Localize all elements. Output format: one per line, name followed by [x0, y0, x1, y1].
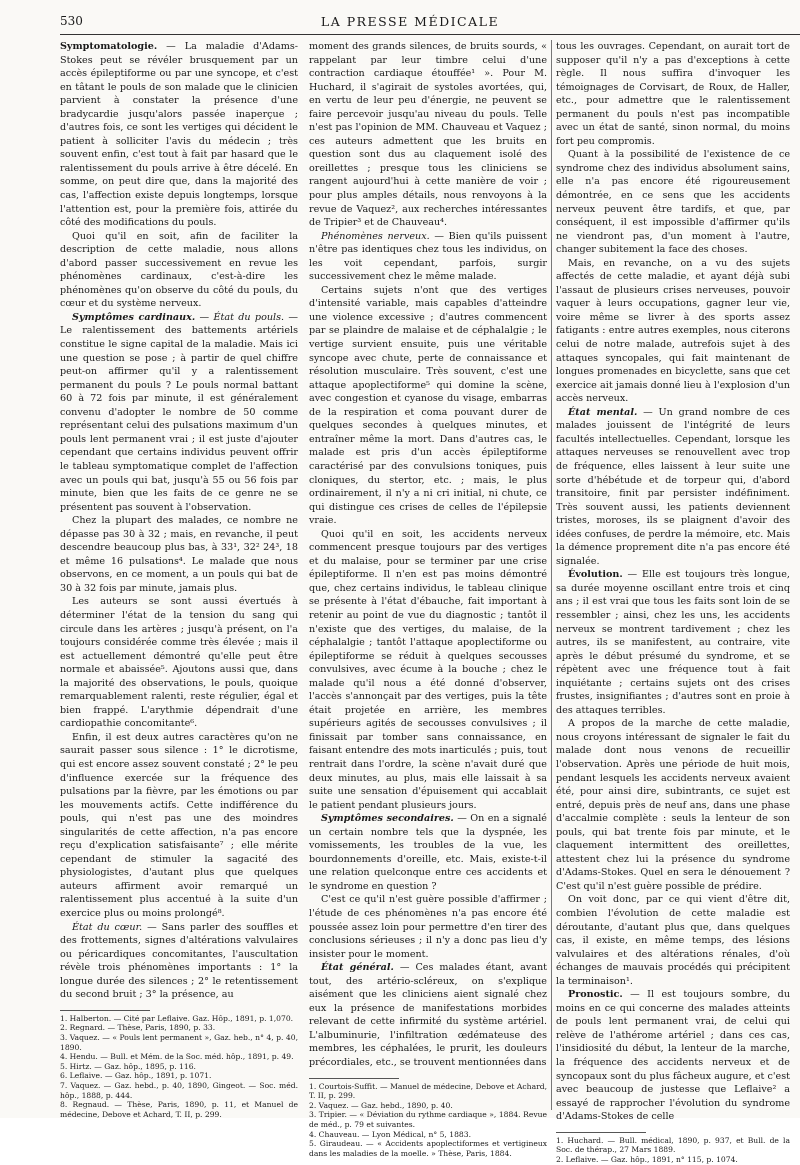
- paragraph: [60, 40, 298, 230]
- section-heading: Pronostic.: [568, 989, 623, 1001]
- paragraph: [556, 988, 790, 1123]
- footnote: 4. Hendu. — Bull. et Mém. de la Soc. méd. hôp., 1891, p. 49.: [60, 1052, 294, 1062]
- paragraph: Mais, en revanche, on a vu des sujets affectés de cette maladie, et ayant déjà subi l'assaut de plusieurs crises nerveuses, pouvoir vaquer à leurs occupations, gagner leur vie, voire même se livrer à des sports assez fatigants : entre autres exemples, nous citerons celui de notre malade, autrefois sujet à des attaques syncopales, qui fait maintenant de longues promenades en bicyclette, sans que cet exercice ait jamais donné lieu à l'explosion d'un accès nerveux.: [556, 257, 790, 405]
- paragraph-text: Le ralentissement des battements artériels constitue le signe capital de la maladie. Mais ici une question se pose ; à partir de quel chiffre peut-on affirmer qu'il y a ralentissement permanent du pouls ? Le pouls normal battant 60 à 72 fois par minute, il est généralement convenu d'adopter le nombre de 50 comme représentant celui des pulsations maximum d'un pouls lent permanent vrai ; il est juste d'ajouter cependant que certains individus peuvent offrir le tableau symptomatique complet de l'affection avec un pouls qui bat, jusqu'à 55 ou 56 fois par minute, bien que les faits de ce genre ne se présentent pas souvent à l'observation.: [60, 325, 298, 513]
- paragraph: Chez la plupart des malades, ce nombre ne dépasse pas 30 à 32 ; mais, en revanche, il peut descendre beaucoup plus bas, à 33¹, 32² 24³, 18 et même 16 pulsations⁴. Le malade que nous observons, en ce moment, a un pouls qui bat de 30 à 32 fois par minute, jamais plus.: [60, 515, 298, 594]
- paragraph: Quoi qu'il en soit, les accidents nerveux commencent presque toujours par des vertiges et du malaise, pour se terminer par une crise épileptiforme. Il n'en est pas moins démontré que, chez certains individus, le tableau clinique se présente à l'état d'ébauche, fait important à retenir au point de vue du diagnostic ; tantôt il n'existe que des vertiges, du malaise, de la céphalalgie ; tantôt l'attaque apoplectiforme ou épileptiforme se réduit à quelques secousses convulsives, avec écume à la bouche ; chez le malade qu'il nous a été donné d'observer, l'accès s'annonçait par des vertiges, puis la tête était projetée en arrière, les membres supérieurs agités de secousses convulsives ; il finissait par tomber sans connaissance, en faisant entendre des mots inarticulés ; puis, tout rentrait dans l'ordre, la scène n'avait duré que deux minutes, au plus, mais elle laissait à sa suite une sensation d'épuisement qui accablait le patient pendant plusieurs jours.: [309, 528, 547, 811]
- footnote: 2. Regnard. — Thèse, Paris, 1890, p. 33.: [60, 1023, 216, 1033]
- page-header: [60, 14, 760, 34]
- paragraph: Certains sujets n'ont que des vertiges d'intensité variable, mais capables d'atteindre une violence excessive ; d'autres commencent par se plaindre de malaise et de céphalalgie ; le vertige survient ensuite, puis une véritable syncope avec chute, perte de connaissance et résolution musculaire. Très souvent, c'est une attaque apoplectiforme⁵ qui domine la scène, avec congestion et cyanose du visage, embarras de la respiration et coma pouvant durer de quelques secondes à quelques minutes, et entraîner même la mort. Dans d'autres cas, le malade est pris d'un accès épileptiforme caractérisé par des convulsions toniques, puis cloniques, du stertor, etc. ; mais, le plus ordinairement, il n'y a ni cri initial, ni chute, ce qui distingue ces crises de celles de l'épilepsie vraie.: [309, 284, 547, 527]
- footnote: 2. Vaquez. — Gaz. hebd., 1890, p. 40.: [309, 1100, 453, 1110]
- paragraph: A propos de la marche de cette maladie, nous croyons intéressant de signaler le fait du malade dont nous venons de recueillir l'observation. Après une période de huit mois, pendant lesquels les accidents nerveux avaient été, pour ainsi dire, subintrants, ce sujet est entré, depuis près de neuf ans, dans une phase d'accalmie complète : seuls la lenteur de son pouls, qui bat trente fois par minute, et le claquement intermittent des oreillettes, attestent chez lui la présence du syndrome d'Adams-Stokes. Quel en sera le dénouement ? C'est qu'il n'est guère possible de prédire.: [556, 718, 790, 892]
- footnote-rule: [309, 1078, 399, 1079]
- paragraph-text: — On en a signalé un certain nombre tels que la dyspnée, les vomissements, les troubles de la vue, les bourdonnements d'oreille, etc. Mais, existe-t-il une relation quelconque entre ces accidents et le syndrome en question ?: [309, 813, 547, 892]
- paragraph-text: — Sans parler des souffles et des frottements, signes d'altérations valvulaires ou péricardiques concomitantes, l'auscultation révèle trois phénomènes importants : 1° la longue durée des silences ; 2° le retentissement du second bruit ; 3° la présence, au: [60, 921, 298, 1001]
- footnote-rule: [556, 1132, 646, 1133]
- paragraph: tous les ouvrages. Cependant, on aurait tort de supposer qu'il n'y a pas d'exceptions à cette règle. Il nous suffira d'invoquer les témoignages de Corvisart, de Roux, de Haller, etc., pour admettre que le ralentissement permanent du pouls n'est pas incompatible avec un état de santé, sinon normal, du moins fort peu compromis.: [556, 41, 790, 147]
- paragraph-text: — Ces malades étant, avant tout, des artério-scléreux, on s'explique aisément que les cliniciens aient signalé chez eux la présence de manifestations morbides relevant de cette infirmité du système artériel. L'albuminurie, l'infiltration œdémateuse des membres, les céphalées, le prurit, les douleurs précordiales, etc., se trouvent mentionnées dans: [309, 962, 547, 1069]
- paragraph: Quoi qu'il en soit, afin de faciliter la description de cette maladie, nous allons d'abord passer successivement en revue les phénomènes cardinaux, c'est-à-dire les phénomènes qu'on observe du côté du pouls, du cœur et du système nerveux.: [60, 230, 298, 310]
- footnote: 8. Regnaud. — Thèse, Paris, 1890, p. 11, et Manuel de médecine, Debove et Achard, T. II, p. 299.: [60, 1100, 298, 1119]
- paragraph-text: — Un grand nombre de ces malades jouissent de l'intégrité de leurs facultés intellectuelles. Cependant, lorsque les attaques nerveuses se renouvellent avec trop de fréquence, elles laissent à leur suite une sorte d'hébétude et de torpeur qui, d'abord transitoire, finit par persister indéfiniment. Très souvent aussi, les patients deviennent tristes, moroses, ils se plaignent d'avoir des idées confuses, de perdre la mémoire, etc. Mais la démence proprement dite n'a pas encore été signalée.: [556, 406, 790, 567]
- section-heading: État général.: [321, 962, 394, 974]
- footnote: 3. Vaquez. — « Pouls lent permanent », Gaz. heb., n° 4, p. 40, 1890.: [60, 1033, 298, 1052]
- footnote: 3. Tripier. — « Déviation du rythme cardiaque », 1884. Revue de méd., p. 79 et suivantes.: [309, 1110, 547, 1129]
- paragraph: Quant à la possibilité de l'existence de ce syndrome chez des individus absolument sains, elle n'a pas encore été rigoureusement démontrée, en ce sens que les accidents nerveux peuvent être tardifs, et que, par conséquent, il est impossible d'affirmer qu'ils ne viendront pas, d'un moment à l'autre, changer subitement la face des choses.: [556, 149, 790, 256]
- paragraph: [60, 921, 298, 1002]
- section-heading: État mental.: [568, 406, 638, 418]
- paragraph-text: — Bien qu'ils puissent n'être pas identiques chez tous les individus, on les voit cependant, parfois, surgir successivement chez le même malade.: [309, 230, 547, 283]
- footnote: 1. Halberton. — Cité par Leflaive. Gaz. Hôp., 1891, p. 1,070.: [60, 1013, 294, 1023]
- paragraph: On voit donc, par ce qui vient d'être dit, combien l'évolution de cette maladie est déroutante, d'autant plus que, dans quelques cas, il existe, en même temps, des lésions valvulaires et des altérations rénales, d'où échanges de mauvais procédés qui précipitent la terminaison¹.: [556, 894, 790, 987]
- paragraph: [60, 311, 298, 514]
- subsection-heading: État du cœur.: [72, 921, 143, 933]
- paragraph-text: — Elle est toujours très longue, sa durée moyenne oscillant entre trois et cinq ans ; il est vrai que tous les faits sont loin de se ressembler ; ainsi, chez les uns, les accidents nerveux se montrent tardivement ; chez les autres, ils se manifestent, au contraire, vite après le début présumé du syndrome, et se répètent avec une fréquence tout à fait inquiétante ; certains sujets ont des crises frustes, insignifiantes ; d'autres sont en proie à des attaques terribles.: [556, 569, 790, 716]
- footnote: 1. Huchard. — Bull. médical, 1890, p. 937, et Bull. de la Soc. de thérap., 27 Mars 1889.: [556, 1135, 790, 1155]
- column-1: [60, 40, 299, 1119]
- paragraph: moment des grands silences, de bruits sourds, « rappelant par leur timbre celui d'une contraction cardiaque étouffée¹ ». Pour M. Huchard, il s'agirait de systoles avortées, qui, en vertu de leur peu d'énergie, ne peuvent se faire percevoir jusqu'au niveau du pouls. Telle n'est pas l'opinion de MM. Chauveau et Vaquez ; ces auteurs admettent que les bruits en question sont dus au claquement isolé des oreillettes ; presque tous les cliniciens se rangent aujourd'hui à cette manière de voir ; pour plus amples détails, nous renvoyons à la revue de Vaquez², aux recherches intéressantes de Tripier³ et de Chauveau⁴.: [309, 41, 547, 229]
- footnote: 4. Chauveau. — Lyon Médical, n° 5, 1883.: [309, 1129, 471, 1139]
- footnote: 1. Courtois-Suffit. — Manuel de médecine, Debove et Achard, T. II, p. 299.: [309, 1081, 547, 1101]
- paragraph: Les auteurs se sont aussi évertués à déterminer l'état de la tension du sang qui circule dans les artères ; jusqu'à présent, on l'a toujours considérée comme très élevée ; mais il est actuellement démontré qu'elle peut être normale et abaissée⁵. Ajoutons aussi que, dans la majorité des observations, le pouls, quoique remarquablement ralenti, reste régulier, égal et bien frappé. L'arythmie dépendrait d'une cardiopathie concomitante⁶.: [60, 596, 298, 730]
- section-heading: Symptômes cardinaux.: [72, 311, 196, 323]
- paragraph: [309, 812, 547, 893]
- paragraph: C'est ce qu'il n'est guère possible d'affirmer ; l'étude de ces phénomènes n'a pas encore été poussée assez loin pour permettre d'en tirer des conclusions sérieuses ; il n'y a donc pas lieu d'y insister pour le moment.: [309, 894, 547, 960]
- column-2: [309, 40, 547, 1158]
- paragraph: [309, 961, 547, 1069]
- paragraph: [556, 406, 790, 569]
- footnote: 5. Hirtz. — Gaz. hôp., 1895, p. 116.: [60, 1061, 196, 1071]
- paragraph: [309, 230, 547, 284]
- footnote-rule: [60, 1010, 150, 1011]
- header-rule: [60, 34, 800, 35]
- footnote: 7. Vaquez. — Gaz. hebd., p. 40, 1890, Gingeot. — Soc. méd. hôp., 1888, p. 444.: [60, 1080, 298, 1100]
- paragraph-text: — Il est toujours sombre, du moins en ce qui concerne des malades atteints de pouls lent permanent vrai, de celui qui relève de l'athérome artériel ; dans ces cas, l'insidiosité du début, la lenteur de la marche, la fréquence des accidents nerveux et de syncopaux sont du plus fâcheux augure, et c'est avec beaucoup de justesse que Leflaive² a essayé de rapprocher l'évolution du syndrome d'Adams-Stokes de celle: [556, 989, 790, 1123]
- column-divider: [551, 40, 552, 1110]
- subsection-heading: Phénomènes nerveux.: [321, 230, 430, 242]
- footnote: 5. Giraudeau. — « Accidents apoplectiformes et vertigineux dans les maladies de la moelle. » Thèse, Paris, 1884.: [309, 1139, 547, 1158]
- page-number: 530: [60, 14, 83, 28]
- section-heading: Évolution.: [568, 569, 623, 581]
- section-heading: Symptômes secondaires.: [321, 813, 454, 825]
- footnote: 6. Leflaive. — Gaz. hôp., 1891, p. 1071.: [60, 1071, 212, 1081]
- footnote: 2. Leflaive. — Gaz. hôp., 1891, n° 115, p. 1074.: [556, 1154, 738, 1164]
- paragraph: [556, 568, 790, 717]
- paragraph: Enfin, il est deux autres caractères qu'on ne saurait passer sous silence : 1° le dicrotisme, qui est encore assez souvent constaté ; 2° le peu d'influence exercée sur la fréquence des pulsations par la fièvre, par les émotions ou par les mouvements actifs. Cette indifférence du pouls, qui n'est pas une des moindres singularités de cette affection, n'a pas encore reçu d'explication satisfaisante⁷ ; elle mérite cependant de stimuler la sagacité des physiologistes, d'autant plus que quelques auteurs affirment avoir remarqué un ralentissement plus accentué à la suite d'un exercice plus ou moins prolongé⁸.: [60, 731, 298, 919]
- paragraph-text: — La maladie d'Adams-Stokes peut se révéler brusquement par un accès épileptiforme ou par une syncope, et c'est en tâtant le pouls de son malade que le clinicien parvient à constater la présence d'une bradycardie jusqu'alors passée inaperçue ; d'autres fois, ce sont les vertiges qui décident le patient à solliciter l'avis du médecin ; très souvent enfin, c'est tout à fait par hasard que le ralentissement du pouls arrive à être décelé. En somme, on peut dire que, dans la majorité des cas, l'affection existe depuis longtemps, lorsque l'attention est, pour la première fois, attirée du côté des modifications du pouls.: [60, 41, 298, 229]
- subsection-heading: — État du pouls. —: [199, 311, 299, 323]
- section-heading: Symptomatologie.: [60, 41, 158, 52]
- running-title: LA PRESSE MÉDICALE: [320, 14, 500, 29]
- column-3: [556, 40, 790, 1164]
